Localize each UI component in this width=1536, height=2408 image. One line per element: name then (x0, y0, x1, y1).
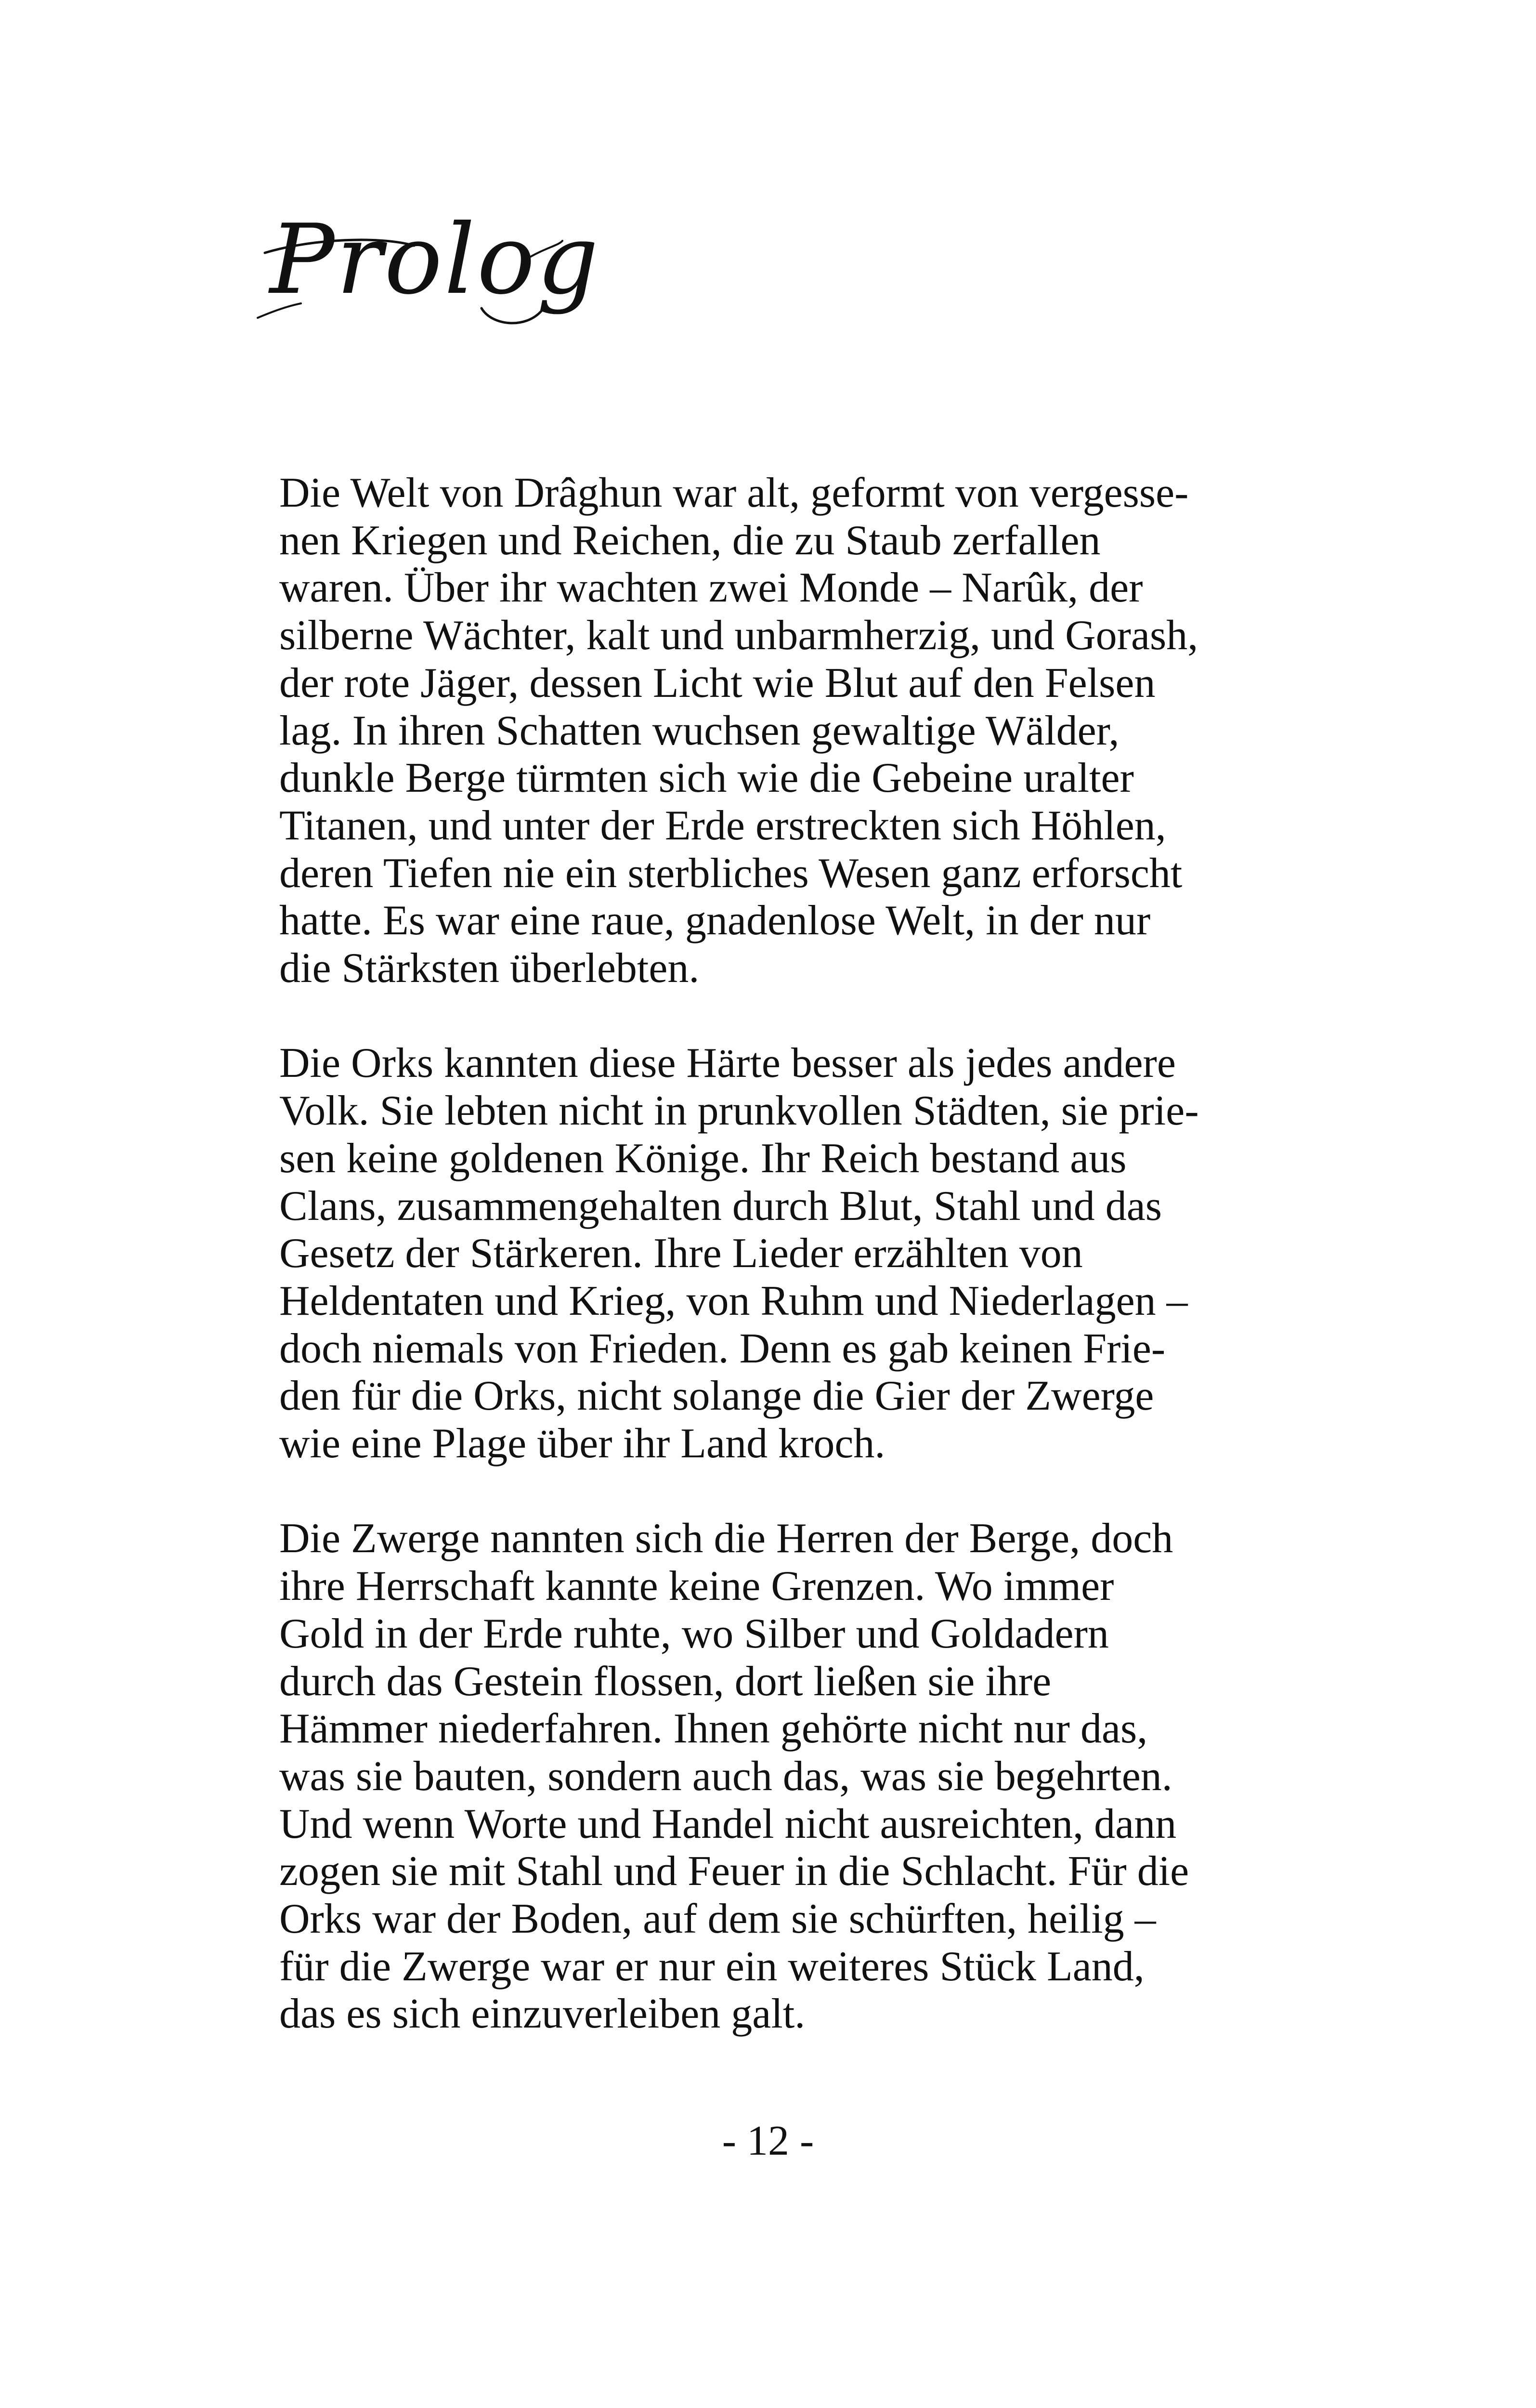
body-text (279, 470, 1271, 2038)
text-line: für die Zwerge war er nur ein weiteres Stück Land, (279, 1943, 1145, 1990)
text-line: was sie bauten, sondern auch das, was sie begehrten. (279, 1753, 1172, 1800)
text-line: Heldentaten und Krieg, von Ruhm und Niederlagen – (279, 1277, 1188, 1324)
text-line: lag. In ihren Schatten wuchsen gewaltige Wälder, (279, 707, 1119, 754)
text-line: Die Zwerge nannten sich die Herren der Berge, doch (279, 1515, 1173, 1562)
text-line: der rote Jäger, dessen Licht wie Blut auf den Felsen (279, 659, 1156, 707)
text-line: Die Orks kannten diese Härte besser als jedes andere (279, 1040, 1176, 1087)
text-line: ihre Herrschaft kannte keine Grenzen. Wo immer (279, 1563, 1114, 1610)
text-line: Gold in der Erde ruhte, wo Silber und Goldadern (279, 1610, 1109, 1657)
text-line: Hämmer niederfahren. Ihnen gehörte nicht nur das, (279, 1705, 1148, 1753)
text-line: das es sich einzuverleiben galt. (279, 1990, 806, 2038)
text-line: Gesetz der Stärkeren. Ihre Lieder erzählten von (279, 1230, 1083, 1277)
text-line: durch das Gestein flossen, dort ließen sie ihre (279, 1658, 1052, 1705)
text-line: Volk. Sie lebten nicht in prunkvollen Städten, sie prie- (279, 1087, 1199, 1135)
paragraph (279, 1040, 1271, 1467)
page-number: - 12 - (722, 2118, 814, 2164)
paragraph (279, 470, 1271, 993)
chapter-title: Prolog (270, 204, 600, 316)
text-line: zogen sie mit Stahl und Feuer in die Schlacht. Für die (279, 1848, 1189, 1895)
paragraph (279, 1515, 1271, 2038)
text-line: Und wenn Worte und Handel nicht ausreichten, dann (279, 1800, 1177, 1847)
text-line: deren Tiefen nie ein sterbliches Wesen ganz erforscht (279, 850, 1183, 897)
text-line: doch niemals von Frieden. Denn es gab keinen Frie- (279, 1325, 1166, 1372)
text-line: die Stärksten überlebten. (279, 945, 700, 992)
text-line: Clans, zusammengehalten durch Blut, Stahl und das (279, 1182, 1162, 1230)
text-line: den für die Orks, nicht solange die Gier der Zwerge (279, 1373, 1154, 1420)
text-line: Die Welt von Drâghun war alt, geformt von vergesse- (279, 470, 1189, 516)
text-line: waren. Über ihr wachten zwei Monde – Narûk, der (279, 564, 1143, 612)
text-line: Orks war der Boden, auf dem sie schürften, heilig – (279, 1896, 1156, 1943)
text-line: Titanen, und unter der Erde erstreckten sich Höhlen, (279, 802, 1166, 849)
text-line: silberne Wächter, kalt und unbarmherzig, und Gorash, (279, 612, 1198, 659)
text-line: nen Kriegen und Reichen, die zu Staub zerfallen (279, 517, 1101, 564)
text-line: dunkle Berge türmten sich wie die Gebeine uralter (279, 755, 1134, 802)
text-line: wie eine Plage über ihr Land kroch. (279, 1420, 885, 1467)
text-line: hatte. Es war eine raue, gnadenlose Welt, in der nur (279, 897, 1151, 944)
text-line: sen keine goldenen Könige. Ihr Reich bestand aus (279, 1135, 1127, 1182)
